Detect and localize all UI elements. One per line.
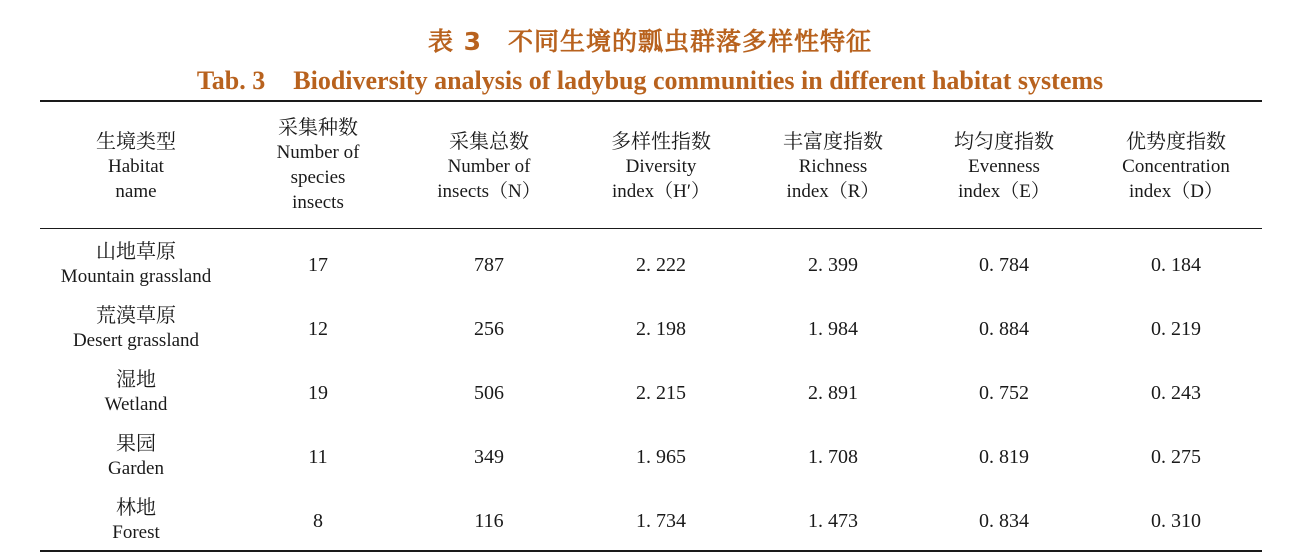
header-concentration: 优势度指数 Concentration index（D） <box>1122 129 1230 202</box>
header-evenness: 均匀度指数 Evenness index（E） <box>954 129 1054 202</box>
habitat-cell: 荒漠草原 Desert grassland <box>72 303 200 351</box>
richness-cell: 1. 984 <box>808 318 858 340</box>
header-total: 采集总数 Number of insects（N） <box>437 129 541 202</box>
table-title-cn: 表 3 不同生境的瓢虫群落多样性特征 <box>427 27 873 56</box>
evenness-cell: 0. 884 <box>979 318 1029 340</box>
diversity-cell: 2. 215 <box>636 382 686 404</box>
total-cell: 787 <box>474 254 504 276</box>
header-diversity: 多样性指数 Diversity index（H′） <box>611 129 711 202</box>
table-row <box>0 424 1300 488</box>
concentration-cell: 0. 184 <box>1151 254 1201 276</box>
header-rule <box>40 228 1262 229</box>
richness-cell: 1. 708 <box>808 446 858 468</box>
table-row <box>0 488 1300 552</box>
table-row <box>0 360 1300 424</box>
species-cell: 11 <box>308 446 328 468</box>
total-cell: 116 <box>474 510 504 532</box>
diversity-cell: 2. 222 <box>636 254 686 276</box>
diversity-cell: 1. 965 <box>636 446 686 468</box>
bottom-rule <box>40 550 1262 552</box>
habitat-cell: 林地 Forest <box>112 495 160 543</box>
evenness-cell: 0. 819 <box>979 446 1029 468</box>
table-title-en <box>0 66 1300 96</box>
concentration-cell: 0. 310 <box>1151 510 1201 532</box>
total-cell: 349 <box>474 446 504 468</box>
evenness-cell: 0. 784 <box>979 254 1029 276</box>
top-rule <box>40 100 1262 102</box>
richness-cell: 2. 399 <box>808 254 858 276</box>
species-cell: 17 <box>308 254 328 276</box>
table-caption: Biodiversity analysis of ladybug communities in different habitat systems <box>293 66 1104 95</box>
species-cell: 12 <box>308 318 328 340</box>
table-label: Tab. 3 <box>196 66 266 95</box>
richness-cell: 1. 473 <box>808 510 858 532</box>
habitat-cell: 湿地 Wetland <box>104 367 168 415</box>
habitat-cell: 果园 Garden <box>108 431 164 479</box>
habitat-cell: 山地草原 Mountain grassland <box>60 239 212 287</box>
diversity-cell: 2. 198 <box>636 318 686 340</box>
total-cell: 256 <box>474 318 504 340</box>
table-row <box>0 296 1300 360</box>
concentration-cell: 0. 243 <box>1151 382 1201 404</box>
concentration-cell: 0. 275 <box>1151 446 1201 468</box>
richness-cell: 2. 891 <box>808 382 858 404</box>
species-cell: 19 <box>308 382 328 404</box>
header-species: 采集种数 Number of species insects <box>276 115 360 213</box>
table-row <box>0 232 1300 296</box>
evenness-cell: 0. 834 <box>979 510 1029 532</box>
header-richness: 丰富度指数 Richness index（R） <box>783 129 883 202</box>
species-cell: 8 <box>313 510 323 532</box>
diversity-cell: 1. 734 <box>636 510 686 532</box>
evenness-cell: 0. 752 <box>979 382 1029 404</box>
header-habitat: 生境类型 Habitat name <box>96 129 176 202</box>
total-cell: 506 <box>474 382 504 404</box>
concentration-cell: 0. 219 <box>1151 318 1201 340</box>
